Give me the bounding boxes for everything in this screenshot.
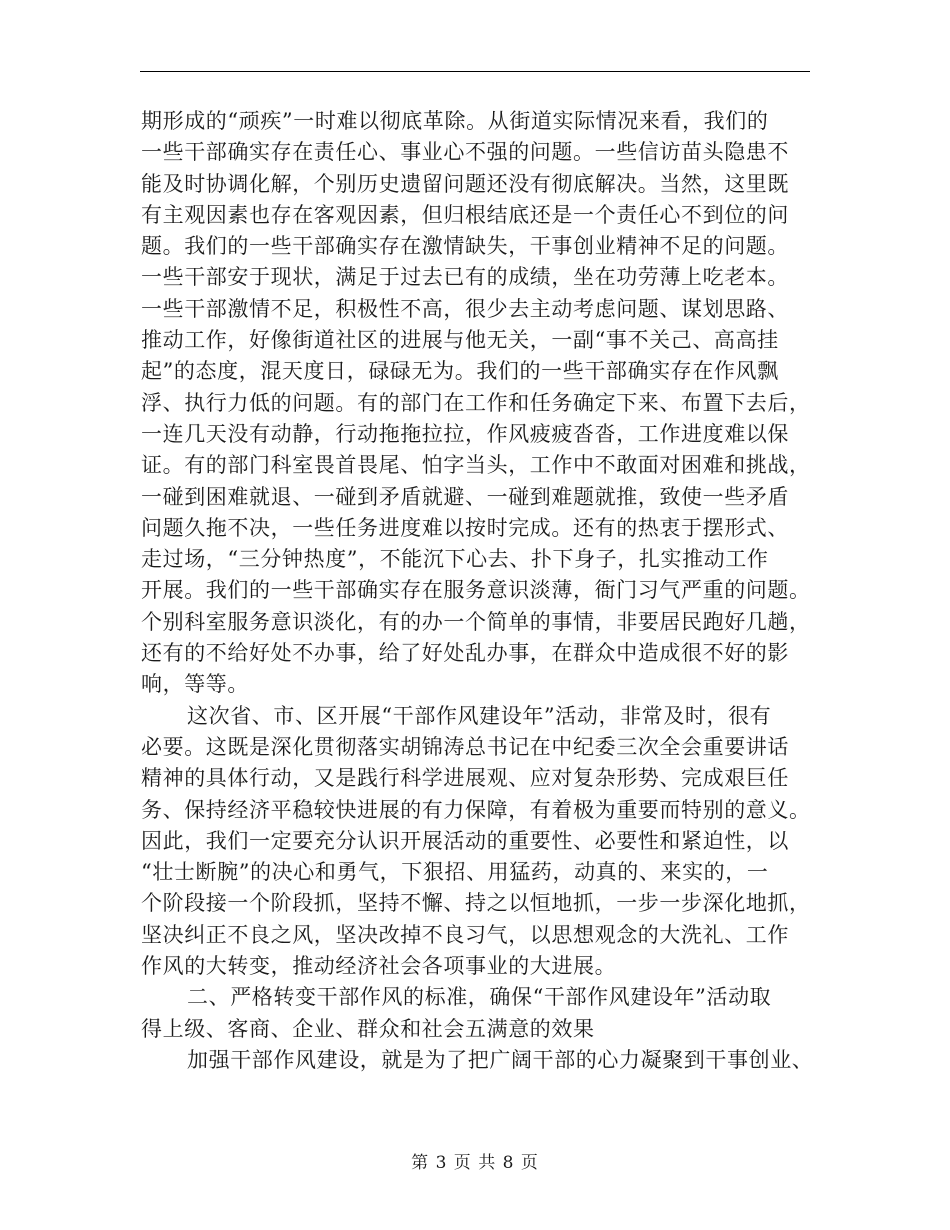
text-line: 走过场，“三分钟热度”，不能沉下心去、扑下身子，扎实推动工作 — [141, 547, 769, 572]
text-line: 必要。这既是深化贯彻落实胡锦涛总书记在中纪委三次全会重要讲话 — [141, 734, 789, 759]
paragraph-first-line: 这次省、市、区开展“干部作风建设年”活动，非常及时，很有 — [187, 703, 772, 728]
paragraph-first-line: 加强干部作风建设，就是为了把广阔干部的心力凝聚到干事创业、 — [187, 1047, 814, 1072]
text-line: 开展。我们的一些干部确实存在服务意识淡薄，衙门习气严重的问题。 — [141, 578, 811, 603]
text-line: 响，等等。 — [141, 672, 249, 697]
text-line: 推动工作，好像街道社区的进展与他无关，一副“事不关己、高高挂 — [141, 328, 779, 353]
text-line: 一碰到困难就退、一碰到矛盾就避、一碰到难题就推，致使一些矛盾 — [141, 484, 789, 509]
text-line: 能及时协调化解，个别历史遗留问题还没有彻底解决。当然，这里既 — [141, 171, 789, 196]
text-line: 一些干部安于现状，满足于过去已有的成绩，坐在功劳薄上吃老本。 — [141, 265, 789, 290]
text-line: 问题久拖不决，一些任务进度难以按时完成。还有的热衷于摆形式、 — [141, 515, 789, 540]
text-line: 起”的态度，混天度日，碌碌无为。我们的一些干部确实存在作风飘 — [141, 359, 779, 384]
text-line: 作风的大转变，推动经济社会各项事业的大进展。 — [141, 954, 617, 979]
text-line: 一些干部确实存在责任心、事业心不强的问题。一些信访苗头隐患不 — [141, 140, 789, 165]
text-line: 浮、执行力低的问题。有的部门在工作和任务确定下来、布置下去后， — [141, 390, 811, 415]
text-line: 期形成的“顽疾”一时难以彻底革除。从街道实际情况来看，我们的 — [141, 109, 769, 133]
text-line: 还有的不给好处不办事，给了好处乱办事，在群众中造成很不好的影 — [141, 641, 789, 666]
text-line: 题。我们的一些干部确实存在激情缺失，干事创业精神不足的问题。 — [141, 234, 789, 259]
paragraph-first-line: 二、严格转变干部作风的标准，确保“干部作风建设年”活动取 — [187, 985, 772, 1010]
text-line: 个阶段接一个阶段抓，坚持不懈、持之以恒地抓，一步一步深化地抓， — [141, 891, 811, 916]
text-line: 证。有的部门科室畏首畏尾、怕字当头，工作中不敢面对困难和挑战， — [141, 453, 811, 478]
page-number: 第 3 页 共 8 页 — [411, 1153, 539, 1173]
document-body — [141, 106, 821, 1076]
text-line: 因此，我们一定要充分认识开展活动的重要性、必要性和紧迫性，以 — [141, 828, 789, 853]
text-line: 得上级、客商、企业、群众和社会五满意的效果 — [141, 1016, 595, 1041]
text-line: “壮士断腕”的决心和勇气，下狠招、用猛药，动真的、来实的，一 — [141, 860, 769, 885]
text-line: 一连几天没有动静，行动拖拖拉拉，作风疲疲沓沓，工作进度难以保 — [141, 421, 789, 446]
text-line: 一些干部激情不足，积极性不高，很少去主动考虑问题、谋划思路、 — [141, 296, 789, 321]
header-rule — [140, 71, 810, 72]
text-line: 个别科室服务意识淡化，有的办一个简单的事情，非要居民跑好几趟， — [141, 609, 811, 634]
text-line: 坚决纠正不良之风，坚决改掉不良习气，以思想观念的大洗礼、工作 — [141, 922, 789, 947]
text-line: 有主观因素也存在客观因素，但归根结底还是一个责任心不到位的问 — [141, 202, 789, 227]
text-line: 务、保持经济平稳较快进展的有力保障，有着极为重要而特别的意义。 — [141, 797, 811, 822]
text-line: 精神的具体行动，又是践行科学进展观、应对复杂形势、完成艰巨任 — [141, 766, 789, 791]
